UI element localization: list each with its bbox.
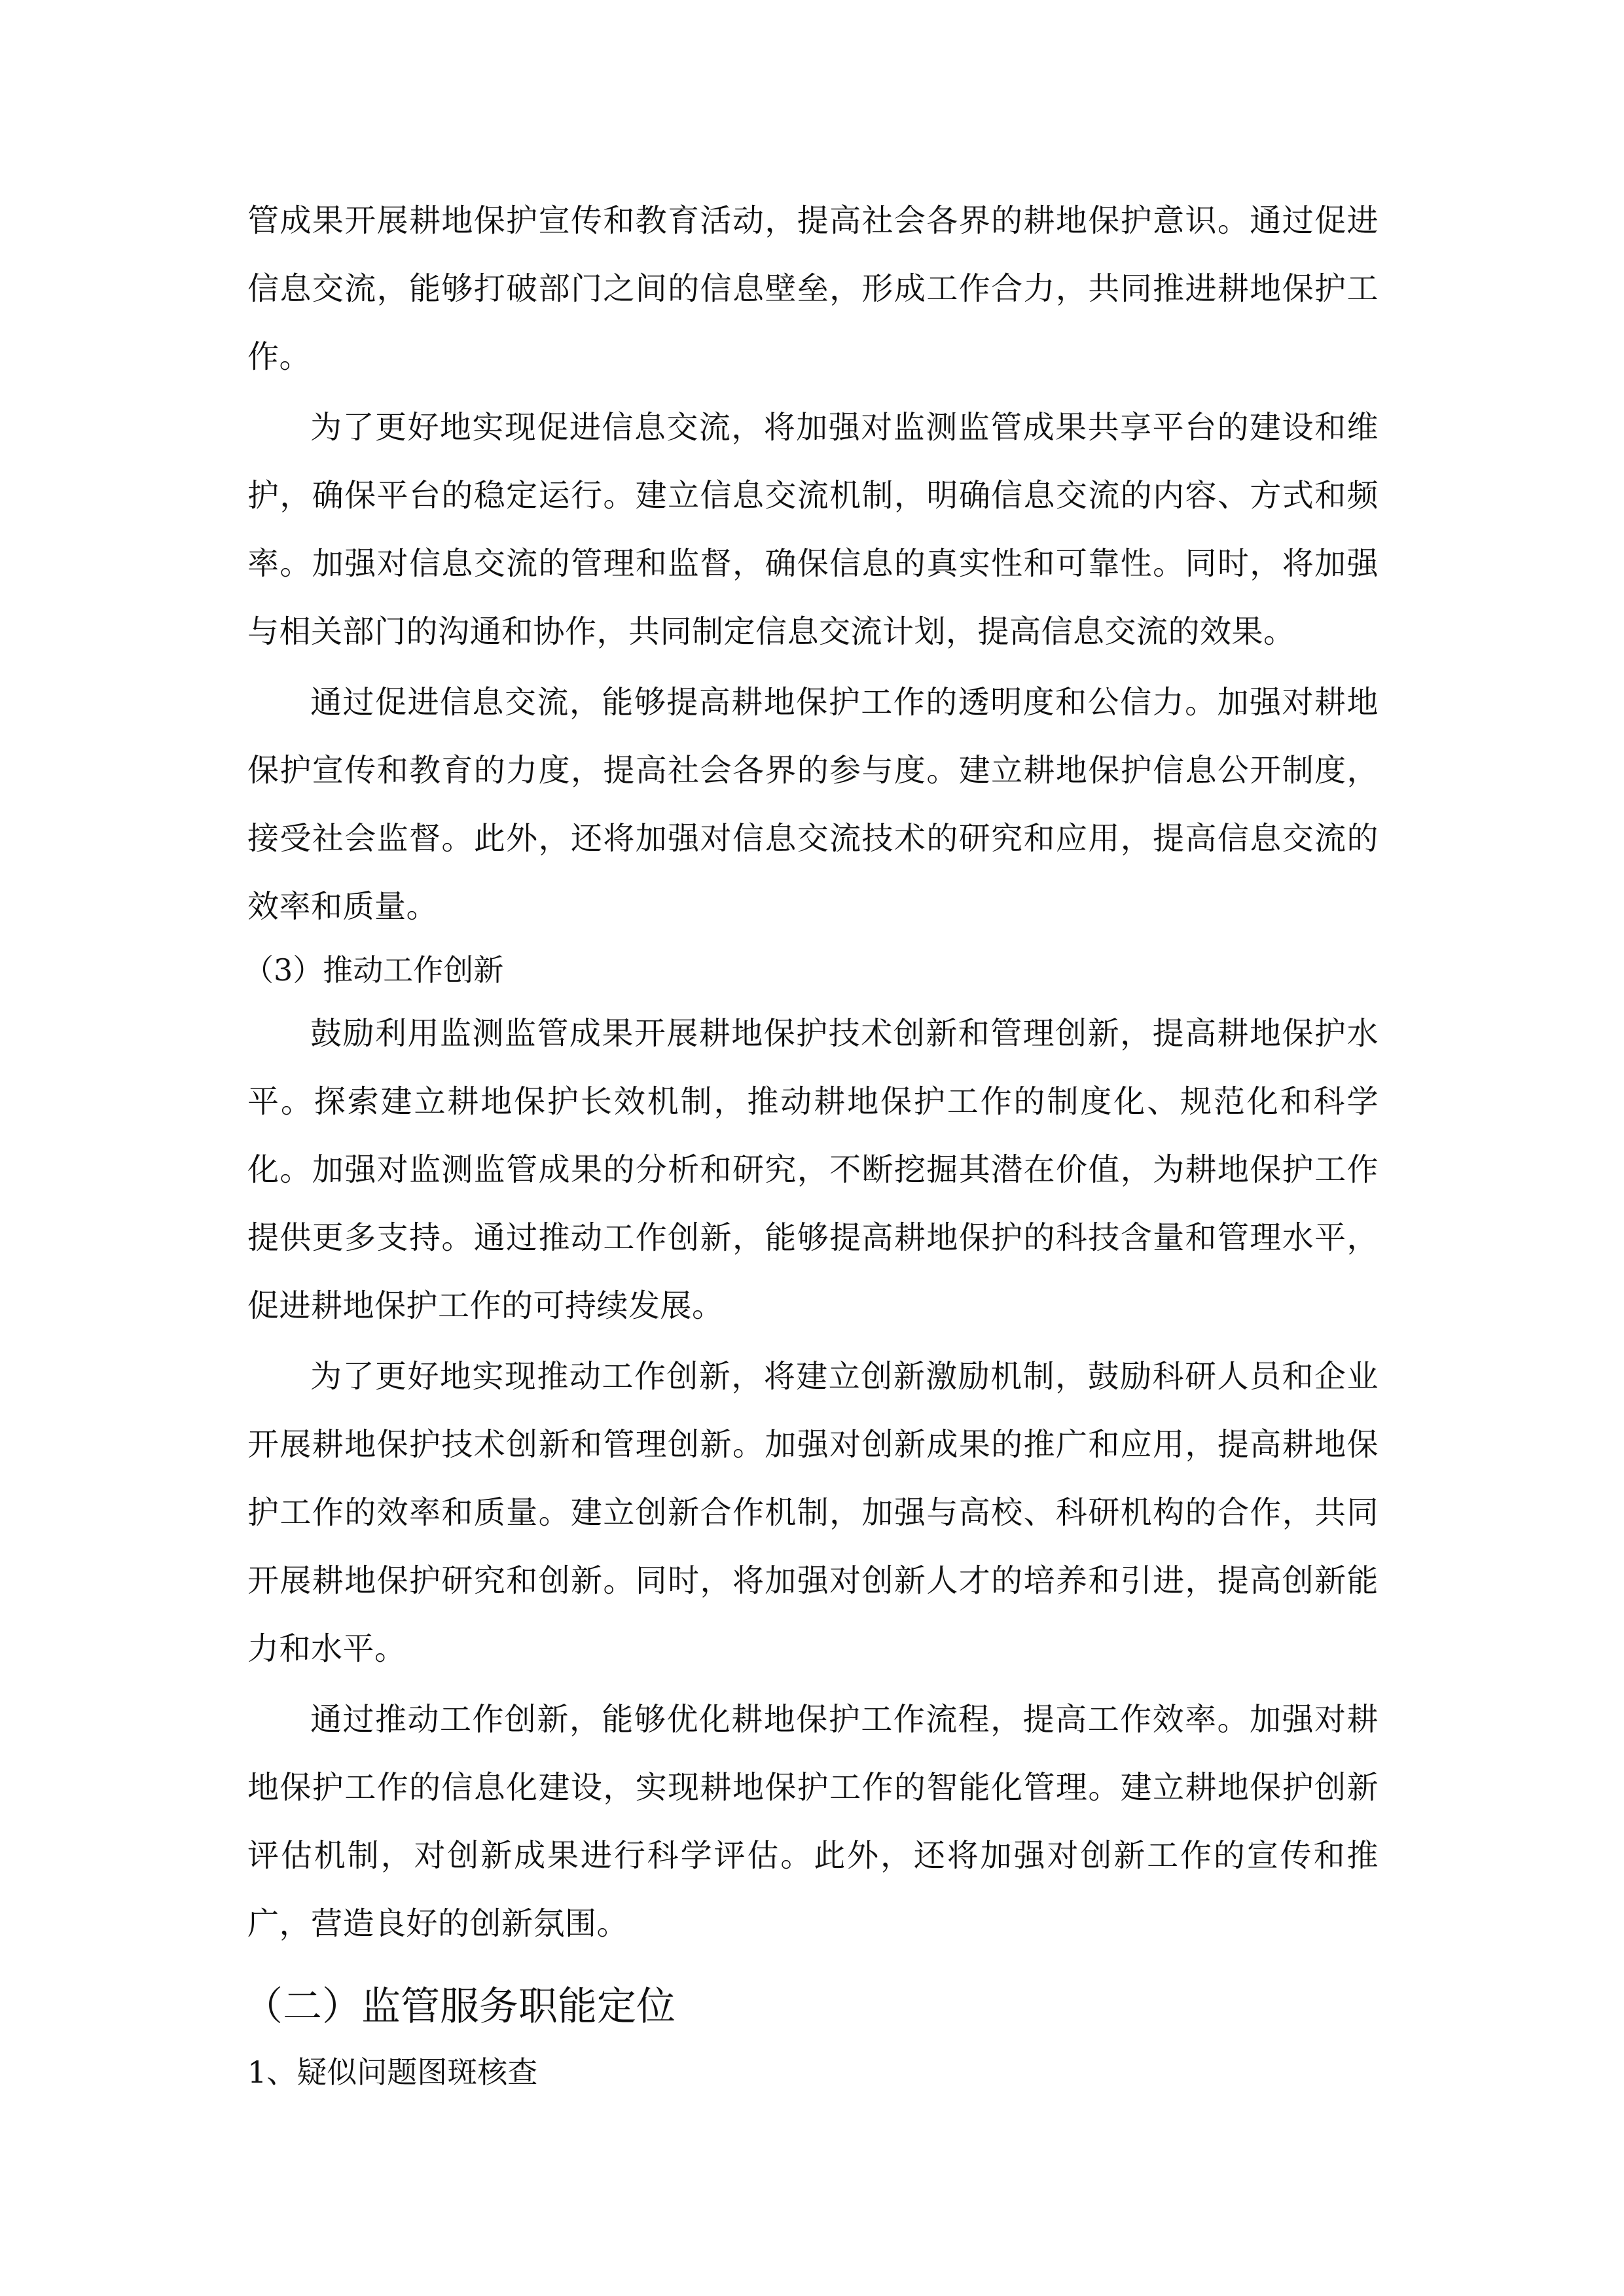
subheading-promote-innovation: （3）推动工作创新 (244, 952, 504, 988)
paragraph: 通过推动工作创新，能够优化耕地保护工作流程，提高工作效率。加强对耕地保护工作的信息化建设，实现耕地保护工作的智能化管理。建立耕地保护创新评估机制，对创新成果进行科学评估。此外，还将加强对创新工作的宣传和推广，营造良好的创新氛围。 (247, 1701, 1379, 1942)
item-heading: 1、疑似问题图斑核查 (247, 2054, 538, 2090)
page-content (244, 187, 1379, 2102)
paragraph: 为了更好地实现推动工作创新，将建立创新激励机制，鼓励科研人员和企业开展耕地保护技术创新和管理创新。加强对创新成果的推广和应用，提高耕地保护工作的效率和质量。建立创新合作机制，加强与高校、科研机构的合作，共同开展耕地保护研究和创新。同时，将加强对创新人才的培养和引进，提高创新能力和水平。 (247, 1358, 1379, 1667)
paragraph: 为了更好地实现促进信息交流，将加强对监测监管成果共享平台的建设和维护，确保平台的稳定运行。建立信息交流机制，明确信息交流的内容、方式和频率。加强对信息交流的管理和监督，确保信息的真实性和可靠性。同时，将加强与相关部门的沟通和协作，共同制定信息交流计划，提高信息交流的效果。 (247, 409, 1379, 650)
paragraph: 通过促进信息交流，能够提高耕地保护工作的透明度和公信力。加强对耕地保护宣传和教育的力度，提高社会各界的参与度。建立耕地保护信息公开制度，接受社会监督。此外，还将加强对信息交流技术的研究和应用，提高信息交流的效率和质量。 (247, 684, 1379, 925)
section-heading: （二）监管服务职能定位 (244, 1984, 676, 2030)
paragraph: 鼓励利用监测监管成果开展耕地保护技术创新和管理创新，提高耕地保护水平。探索建立耕地保护长效机制，推动耕地保护工作的制度化、规范化和科学化。加强对监测监管成果的分析和研究，不断挖掘其潜在价值，为耕地保护工作提供更多支持。通过推动工作创新，能够提高耕地保护的科技含量和管理水平，促进耕地保护工作的可持续发展。 (247, 1015, 1379, 1324)
paragraph-continued: 管成果开展耕地保护宣传和教育活动，提高社会各界的耕地保护意识。通过促进信息交流，能够打破部门之间的信息壁垒，形成工作合力，共同推进耕地保护工作。 (247, 202, 1379, 375)
